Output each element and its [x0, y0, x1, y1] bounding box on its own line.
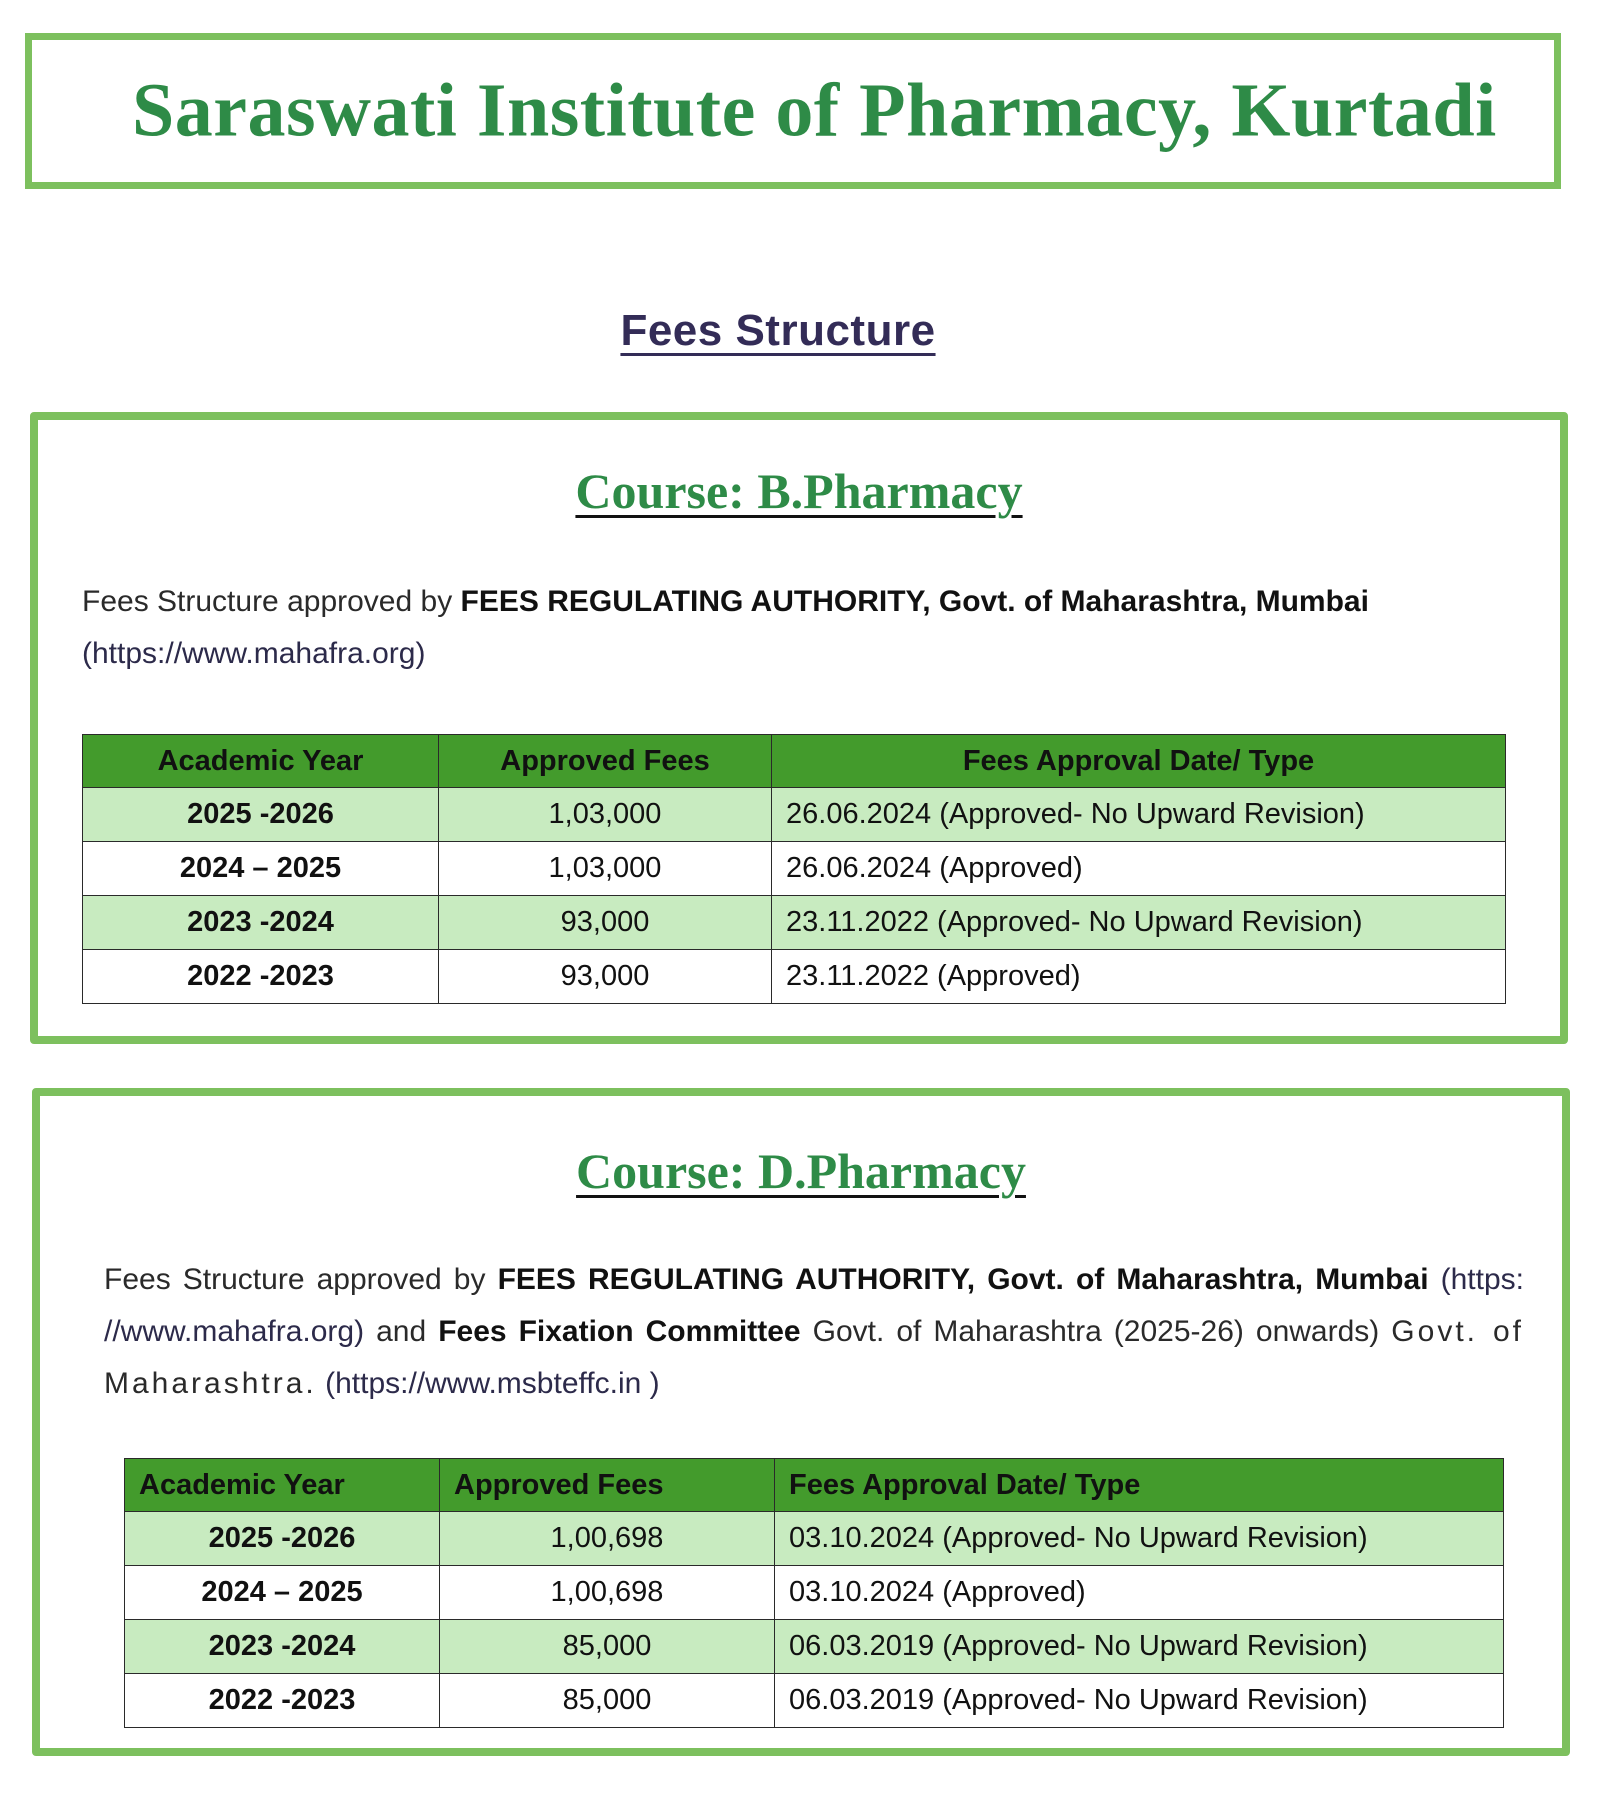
table-row	[125, 1566, 1504, 1620]
course-title-text: Course: D.Pharmacy	[576, 1143, 1026, 1199]
table-row	[125, 1674, 1504, 1728]
mahafra-link[interactable]: (https: //www.mahafra.org)	[104, 1263, 1524, 1348]
institute-title-box	[25, 33, 1561, 189]
approved-fees-cell: 85,000	[440, 1620, 775, 1674]
table-row	[83, 842, 1506, 896]
column-header-approved-fees: Approved Fees	[439, 735, 772, 788]
column-header-approval-date: Fees Approval Date/ Type	[775, 1459, 1504, 1512]
course-description	[82, 576, 1522, 680]
table-row	[125, 1620, 1504, 1674]
academic-year-cell: 2024 – 2025	[83, 842, 439, 896]
page-title-text: Fees Structure	[620, 306, 936, 355]
table-header-row	[83, 735, 1506, 788]
government-name: , Govt. of Maharashtra, Mumbai	[966, 1263, 1429, 1296]
approval-date-cell: 06.03.2019 (Approved- No Upward Revision)	[775, 1674, 1504, 1728]
course-panel-b-pharmacy	[30, 412, 1568, 1044]
course-title-text: Course: B.Pharmacy	[575, 463, 1023, 519]
mahafra-link[interactable]: (https://www.mahafra.org)	[82, 637, 426, 670]
description-prefix: Fees Structure approved by	[82, 585, 461, 618]
approval-date-cell: 23.11.2022 (Approved- No Upward Revision)	[772, 896, 1506, 950]
table-header-row	[125, 1459, 1504, 1512]
table-row	[83, 896, 1506, 950]
academic-year-cell: 2022 -2023	[125, 1674, 440, 1728]
course-description	[104, 1254, 1524, 1410]
committee-name: Fees Fixation Committee	[438, 1315, 801, 1348]
government-spaced-text: Govt. of Maharashtra.	[104, 1315, 1525, 1400]
approved-fees-cell: 1,03,000	[439, 842, 772, 896]
government-name: , Govt. of Maharashtra, Mumbai	[922, 585, 1369, 618]
fees-table	[82, 734, 1506, 1004]
column-header-academic-year: Academic Year	[83, 735, 439, 788]
conjunction-text: and	[364, 1315, 439, 1348]
course-title	[40, 1142, 1562, 1200]
approval-date-cell: 26.06.2024 (Approved- No Upward Revision)	[772, 788, 1506, 842]
institute-title: Saraswati Institute of Pharmacy, Kurtadi	[132, 68, 1497, 153]
approval-date-cell: 03.10.2024 (Approved)	[775, 1566, 1504, 1620]
page-title	[0, 306, 1556, 356]
approval-date-cell: 06.03.2019 (Approved- No Upward Revision)	[775, 1620, 1504, 1674]
academic-year-cell: 2025 -2026	[83, 788, 439, 842]
academic-year-cell: 2023 -2024	[83, 896, 439, 950]
approved-fees-cell: 1,00,698	[440, 1566, 775, 1620]
course-title	[38, 462, 1560, 520]
authority-name: FEES REGULATING AUTHORITY	[497, 1263, 967, 1296]
academic-year-cell: 2025 -2026	[125, 1512, 440, 1566]
table-row	[83, 950, 1506, 1004]
approval-date-cell: 03.10.2024 (Approved- No Upward Revision)	[775, 1512, 1504, 1566]
fees-table	[124, 1458, 1504, 1728]
approved-fees-cell: 1,00,698	[440, 1512, 775, 1566]
approved-fees-cell: 93,000	[439, 950, 772, 1004]
approval-date-cell: 23.11.2022 (Approved)	[772, 950, 1506, 1004]
table-row	[125, 1512, 1504, 1566]
authority-name: FEES REGULATING AUTHORITY	[460, 585, 923, 618]
academic-year-cell: 2024 – 2025	[125, 1566, 440, 1620]
msbteffc-link[interactable]: (https://www.msbteffc.in )	[325, 1367, 660, 1400]
approval-date-cell: 26.06.2024 (Approved)	[772, 842, 1506, 896]
column-header-approved-fees: Approved Fees	[440, 1459, 775, 1512]
committee-text: Govt. of Maharashtra (2025-26) onwards)	[800, 1315, 1392, 1348]
academic-year-cell: 2022 -2023	[83, 950, 439, 1004]
approved-fees-cell: 85,000	[440, 1674, 775, 1728]
table-row	[83, 788, 1506, 842]
approved-fees-cell: 1,03,000	[439, 788, 772, 842]
approved-fees-cell: 93,000	[439, 896, 772, 950]
column-header-academic-year: Academic Year	[125, 1459, 440, 1512]
column-header-approval-date: Fees Approval Date/ Type	[772, 735, 1506, 788]
academic-year-cell: 2023 -2024	[125, 1620, 440, 1674]
course-panel-d-pharmacy	[32, 1088, 1570, 1756]
description-prefix: Fees Structure approved by	[104, 1263, 498, 1296]
